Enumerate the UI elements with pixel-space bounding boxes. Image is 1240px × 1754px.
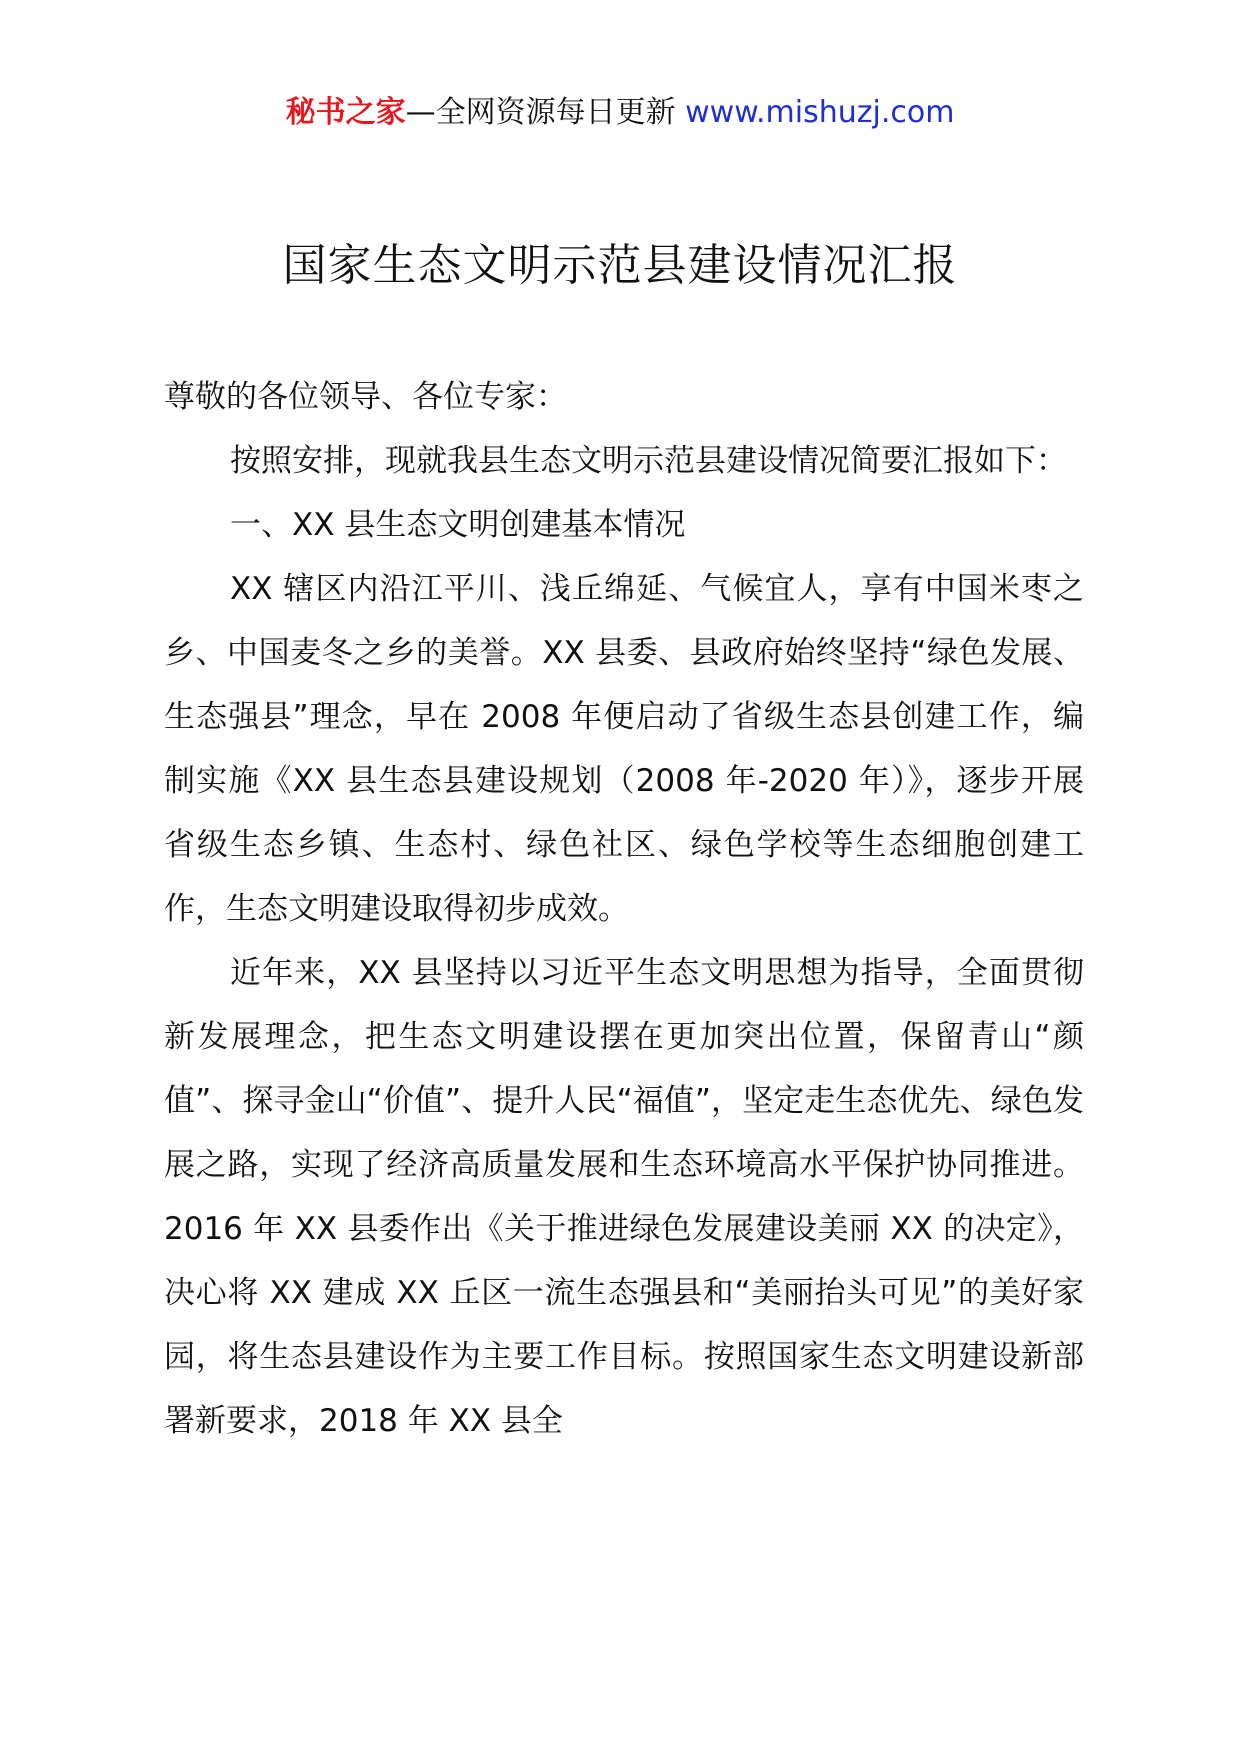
document-title: 国家生态文明示范县建设情况汇报 xyxy=(282,240,958,291)
site-brand[interactable]: 秘书之家 xyxy=(285,95,406,130)
salutation: 尊敬的各位领导、各位专家： xyxy=(164,379,567,415)
body-paragraph: 近年来，XX 县坚持以习近平生态文明思想为指导，全面贯彻新发展理念，把生态文明建设摆在更加突出位置，保留青山“颜值”、探寻金山“价值”、提升人民“福值”，坚定走生态优先、绿色发展之路，实现了经济高质量发展和生态环境高水平保护协同推进。2016 年 XX 县委作出《关于推进绿色发展建设美丽 XX 的决定》，决心将 XX 建成 XX 丘区一流生态强县和“美丽抬头可见”的美好家园，将生态县建设作为主要工作目标。按照国家生态文明建设新部署新要求，2018 年 XX 县全 xyxy=(164,955,1084,1439)
body-paragraph: XX 辖区内沿江平川、浅丘绵延、气候宜人，享有中国米枣之乡、中国麦冬之乡的美誉。XX 县委、县政府始终坚持“绿色发展、生态强县”理念，早在 2008 年便启动了省级生态县创建工作，编制实施《XX 县生态县建设规划（2008 年-2020 年）》，逐步开展省级生态乡镇、生态村、绿色社区、绿色学校等生态细胞创建工作，生态文明建设取得初步成效。 xyxy=(164,571,1084,927)
intro-paragraph: 按照安排，现就我县生态文明示范县建设情况简要汇报如下： xyxy=(230,443,1067,479)
document-body xyxy=(164,365,1084,1453)
site-slogan: —全网资源每日更新 xyxy=(405,95,686,130)
site-url-link[interactable]: www.mishuzj.com xyxy=(685,95,955,130)
site-header xyxy=(0,93,1240,133)
section-heading: 一、XX 县生态文明创建基本情况 xyxy=(230,507,686,543)
